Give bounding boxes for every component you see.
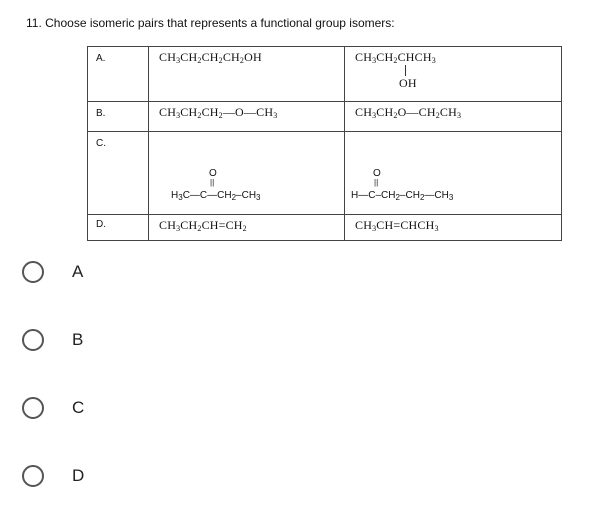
option-c[interactable] xyxy=(22,391,84,425)
option-label-b: B xyxy=(72,330,84,349)
double-bond: || xyxy=(210,178,215,187)
option-label-a: A xyxy=(72,262,84,281)
carbonyl-oxygen: O xyxy=(209,168,217,179)
formula-d-left: $CH_3CH_2CH=CH_2$ xyxy=(149,215,345,241)
option-label-d: D xyxy=(72,466,85,485)
formula-b-left: $CH_3CH_2CH_2—O—CH_3$ xyxy=(149,102,345,132)
row-label-d: D. xyxy=(88,215,149,241)
ketone-chain: $H_3C—C—CH_2-CH_3$ xyxy=(171,190,261,202)
answer-options xyxy=(22,255,84,527)
option-d[interactable] xyxy=(22,459,84,493)
table-row-d xyxy=(88,215,562,241)
row-label-c: C. xyxy=(88,132,149,215)
formula-c-left xyxy=(149,132,345,215)
isomer-table xyxy=(87,46,562,241)
carbonyl-oxygen: O xyxy=(373,168,381,179)
radio-button-a[interactable] xyxy=(22,261,44,283)
oh-branch: OH xyxy=(399,76,417,90)
formula-b-right: $CH_3CH_2O—CH_2CH_3$ xyxy=(345,102,562,132)
row-label-b: B. xyxy=(88,102,149,132)
option-b[interactable] xyxy=(22,323,84,357)
oh-group: OH xyxy=(244,50,262,64)
table-row-b xyxy=(88,102,562,132)
bond-line xyxy=(405,65,406,76)
option-a[interactable] xyxy=(22,255,84,289)
radio-button-c[interactable] xyxy=(22,397,44,419)
formula-d-right: $CH_3CH=CHCH_3$ xyxy=(345,215,562,241)
table-row-c xyxy=(88,132,562,215)
formula-c-right xyxy=(345,132,562,215)
question-text: 11. Choose isomeric pairs that represents a functional group isomers: xyxy=(26,16,395,30)
row-label-a: A. xyxy=(88,47,149,102)
radio-button-d[interactable] xyxy=(22,465,44,487)
radio-button-b[interactable] xyxy=(22,329,44,351)
table-row-a xyxy=(88,47,562,102)
option-label-c: C xyxy=(72,398,85,417)
formula-a-right: $CH_3CH_2CHCH_3$ OH xyxy=(345,47,562,102)
formula-a-left: $CH_3CH_2CH_2CH_2OH$ xyxy=(149,47,345,102)
double-bond: || xyxy=(374,178,379,187)
aldehyde-chain: $H—C-CH_2-CH_2—CH_3$ xyxy=(351,190,454,202)
